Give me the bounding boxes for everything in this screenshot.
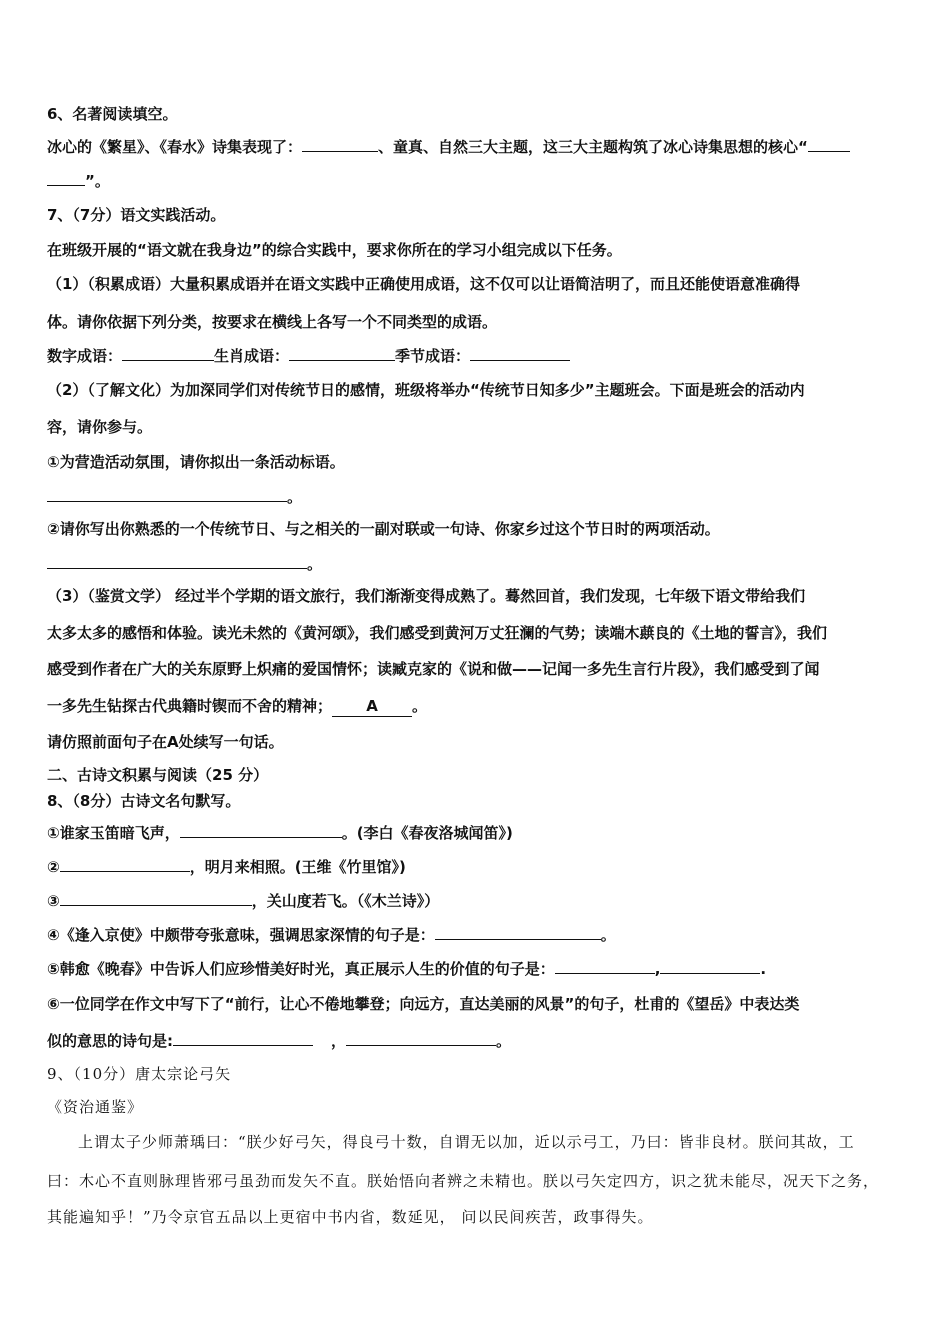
task2-dot: 。 <box>307 555 323 573</box>
q8-item5-text: ⑤韩愈《晚春》中告诉人们应珍惜美好时光，真正展示人生的价值的句子是： <box>47 960 555 978</box>
q6-blank-2b[interactable] <box>47 170 85 186</box>
q7-part3-line2: 太多太多的感悟和体验。读光未然的《黄河颂》，我们感受到黄河万丈狂澜的气势；读端木蕻良的《土地的誓言》，我们 <box>47 624 828 642</box>
q8-item6-sep: ， <box>331 1032 347 1050</box>
q6-text-a: 冰心的《繁星》、《春水》诗集表现了： <box>47 138 303 156</box>
q7-part1-line2: 体。请你依据下列分类，按要求在横线上各写一个不同类型的成语。 <box>47 313 498 331</box>
idiom-season-blank[interactable] <box>470 345 570 361</box>
q6-end: ”。 <box>85 172 110 190</box>
idiom-season-label: 季节成语： <box>395 347 471 365</box>
q7-part3-line4 <box>47 696 427 717</box>
q6-line1 <box>47 136 850 157</box>
q8-item3-text: ，关山度若飞。（《木兰诗》） <box>251 892 440 910</box>
q7-intro: 在班级开展的“语文就在我身边”的综合实践中，要求你所在的学习小组完成以下任务。 <box>47 241 622 259</box>
q8-item2 <box>47 856 406 877</box>
q8-item2-text: ，明月来相照。(王维《竹里馆》) <box>189 858 406 876</box>
section2-heading: 二、古诗文积累与阅读（25 分） <box>47 766 269 784</box>
q7-part3-line1: （3）（鉴赏文学） 经过半个学期的语文旅行，我们渐渐变得成熟了。蓦然回首，我们发现，七年级下语文带给我们 <box>47 587 806 605</box>
q8-item6-blank-2[interactable] <box>346 1030 496 1046</box>
q6-title: 6、名著阅读填空。 <box>47 105 178 123</box>
q6-line2 <box>47 170 110 191</box>
q7-part2-line2: 容，请你参与。 <box>47 418 153 436</box>
q8-item6-line2 <box>47 1030 511 1051</box>
q9-title: 9、（10分）唐太宗论弓矢 <box>47 1065 232 1083</box>
q8-item4-blank[interactable] <box>435 924 601 940</box>
q7-part3-task: 请仿照前面句子在A处续写一句话。 <box>47 733 284 751</box>
q8-title: 8、（8分）古诗文名句默写。 <box>47 792 241 810</box>
q7-part3-line3: 感受到作者在广大的关东原野上炽痛的爱国情怀；读臧克家的《说和做——记闻一多先生言行片段》，我们感受到了闻 <box>47 660 820 678</box>
q8-item3-num: ③ <box>47 892 60 910</box>
idiom-zodiac-blank[interactable] <box>289 345 395 361</box>
q7-part1-line1: （1）（积累成语）大量积累成语并在语文实践中正确使用成语，这不仅可以让语简洁明了，而且还能使语意准确得 <box>47 275 800 293</box>
slogan-blank[interactable] <box>47 486 287 502</box>
q8-item5-blank-1[interactable] <box>555 958 655 974</box>
q8-item5 <box>47 958 766 979</box>
q8-item6-text: 似的意思的诗句是: <box>47 1032 173 1050</box>
q7-task1-answer <box>47 486 302 507</box>
q7-part2-line1: （2）（了解文化）为加深同学们对传统节日的感情，班级将举办“传统节日知多少”主题班会。下面是班会的活动内 <box>47 381 805 399</box>
task1-dot: 。 <box>287 488 303 506</box>
q8-item4-text: ④《逢入京使》中颇带夸张意味，强调思家深情的句子是： <box>47 926 435 944</box>
q7-task2-answer <box>47 553 322 574</box>
q7-title: 7、（7分）语文实践活动。 <box>47 206 226 224</box>
q7-task1: ①为营造活动氛围，请你拟出一条活动标语。 <box>47 453 345 471</box>
q6-text-b: 、童真、自然三大主题，这三大主题构筑了冰心诗集思想的核心“ <box>378 138 808 156</box>
q9-source: 《资治通鉴》 <box>47 1098 144 1116</box>
part3-text: 一多先生钻探古代典籍时锲而不舍的精神； <box>47 697 333 715</box>
q9-para-line3: 其能遍知乎！”乃令京官五品以上更宿中书内省，数延见， 问以民间疾苦，政事得失。 <box>47 1208 654 1226</box>
q8-item2-num: ② <box>47 858 60 876</box>
part3-blank-a[interactable]: A <box>332 696 412 717</box>
q8-item1-source: 。(李白《春夜洛城闻笛》) <box>341 824 513 842</box>
q8-item5-end: . <box>760 960 767 978</box>
festival-blank[interactable] <box>47 553 307 569</box>
q8-item1 <box>47 822 513 843</box>
q8-item4 <box>47 924 616 945</box>
q8-item6-blank-1[interactable] <box>173 1030 313 1046</box>
q7-task2: ②请你写出你熟悉的一个传统节日、与之相关的一副对联或一句诗、你家乡过这个节日时的两项活动。 <box>47 520 720 538</box>
idiom-number-blank[interactable] <box>122 345 214 361</box>
q8-item5-blank-2[interactable] <box>660 958 760 974</box>
q8-item2-blank[interactable] <box>60 856 190 872</box>
q6-blank-1[interactable] <box>302 136 378 152</box>
q9-para-line2: 曰：木心不直则脉理皆邪弓虽劲而发矢不直。朕始悟向者辨之未精也。朕以弓矢定四方，识之犹未能尽，况天下之务， <box>47 1172 880 1190</box>
q8-item4-end: 。 <box>600 926 616 944</box>
q8-item5-sep: , <box>654 960 661 978</box>
q8-item1-text: ①谁家玉笛暗飞声， <box>47 824 180 842</box>
part3-end: 。 <box>412 697 428 715</box>
q6-blank-2a[interactable] <box>808 136 850 152</box>
q8-item1-blank[interactable] <box>180 822 342 838</box>
idiom-number-label: 数字成语： <box>47 347 123 365</box>
q8-item6-end: 。 <box>496 1032 512 1050</box>
q9-para-line1: 上谓太子少师萧瑀曰：“朕少好弓矢，得良弓十数，自谓无以加，近以示弓工，乃曰：皆非良材。朕问其故，工 <box>78 1133 855 1151</box>
q8-item6-line1: ⑥一位同学在作文中写下了“前行，让心不倦地攀登；向远方，直达美丽的风景”的句子，杜甫的《望岳》中表达类 <box>47 995 800 1013</box>
idiom-zodiac-label: 生肖成语： <box>214 347 290 365</box>
q8-item3-blank[interactable] <box>60 890 252 906</box>
q7-idiom-row <box>47 345 570 366</box>
q8-item3 <box>47 890 439 911</box>
